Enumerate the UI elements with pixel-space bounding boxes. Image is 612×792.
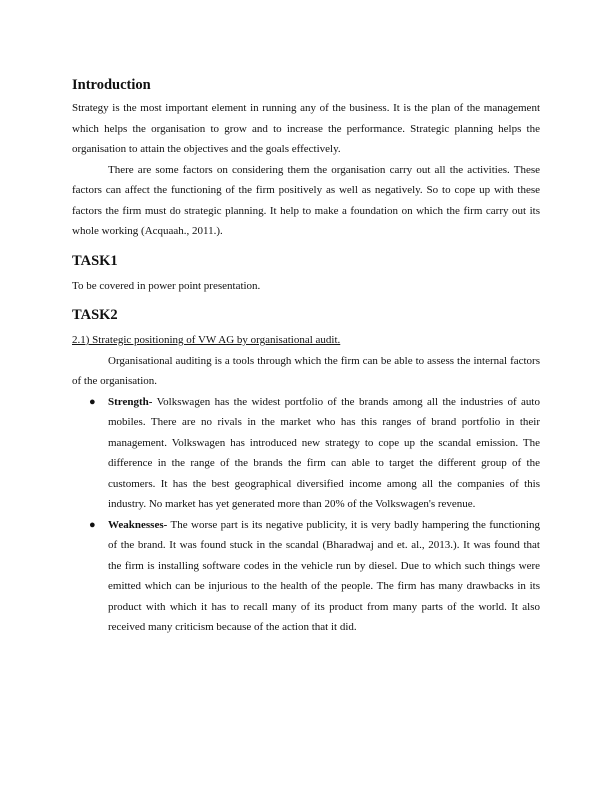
task1-text: To be covered in power point presentation. <box>72 279 261 292</box>
bullet-term: Strength- <box>108 395 153 408</box>
task1-heading: TASK1 <box>72 252 118 269</box>
intro-paragraph-1: Strategy is the most important element in running any of the business. It is the plan of the management which helps the organisation to grow and to increase the performance. Strategic planning helps the organisation to attain the objectives and the goals effectively. <box>72 102 540 155</box>
list-item <box>72 392 540 515</box>
task2-heading: TASK2 <box>72 307 118 323</box>
bullet-icon: ● <box>89 395 96 408</box>
intro-paragraph-2: There are some factors on considering them the organisation carry out all the activities. These factors can affect the functioning of the firm positively as well as negatively. So to cope up with these factors the firm must do strategic planning. It help to make a foundation on which the firm carry out its whole working (Acquaah., 2011.). <box>72 163 540 237</box>
document-page <box>72 76 540 638</box>
bullet-paragraph <box>108 392 540 515</box>
bullet-term: Weaknesses- <box>108 518 168 531</box>
swot-list <box>72 392 540 638</box>
bullet-icon: ● <box>89 518 96 531</box>
intro-heading: Introduction <box>72 77 151 93</box>
list-item <box>72 515 540 638</box>
task2-intro: Organisational auditing is a tools through which the firm can be able to assess the internal factors of the organisation. <box>72 354 540 387</box>
bullet-text: Volkswagen has the widest portfolio of the brands among all the industries of auto mobiles. There are no rivals in the market who has this ranges of brand portfolio in their management. Volkswagen has introduced new strategy to cope up the scandal emission. The difference in the range of the brands the firm can able to target the different group of the customers. It has the best geographical diversified income among all the companies of this industry. No market has yet generated more than 20% of the Volkswagen's revenue. <box>108 395 540 510</box>
task2-subheading: 2.1) Strategic positioning of VW AG by organisational audit. <box>72 334 341 346</box>
bullet-text: The worse part is its negative publicity, it is very badly hampering the functioning of the brand. It was found stuck in the scandal (Bharadwaj and et. al., 2013.). It was found that the firm is installing software codes in the vehicle run by diesel. Due to which such things were emitted which can be injurious to the health of the people. The firm has many drawbacks in its product with which it has to recall many of its product from many parts of the world. It also received many criticism because of the action that it did. <box>108 518 540 633</box>
bullet-paragraph <box>108 515 540 638</box>
